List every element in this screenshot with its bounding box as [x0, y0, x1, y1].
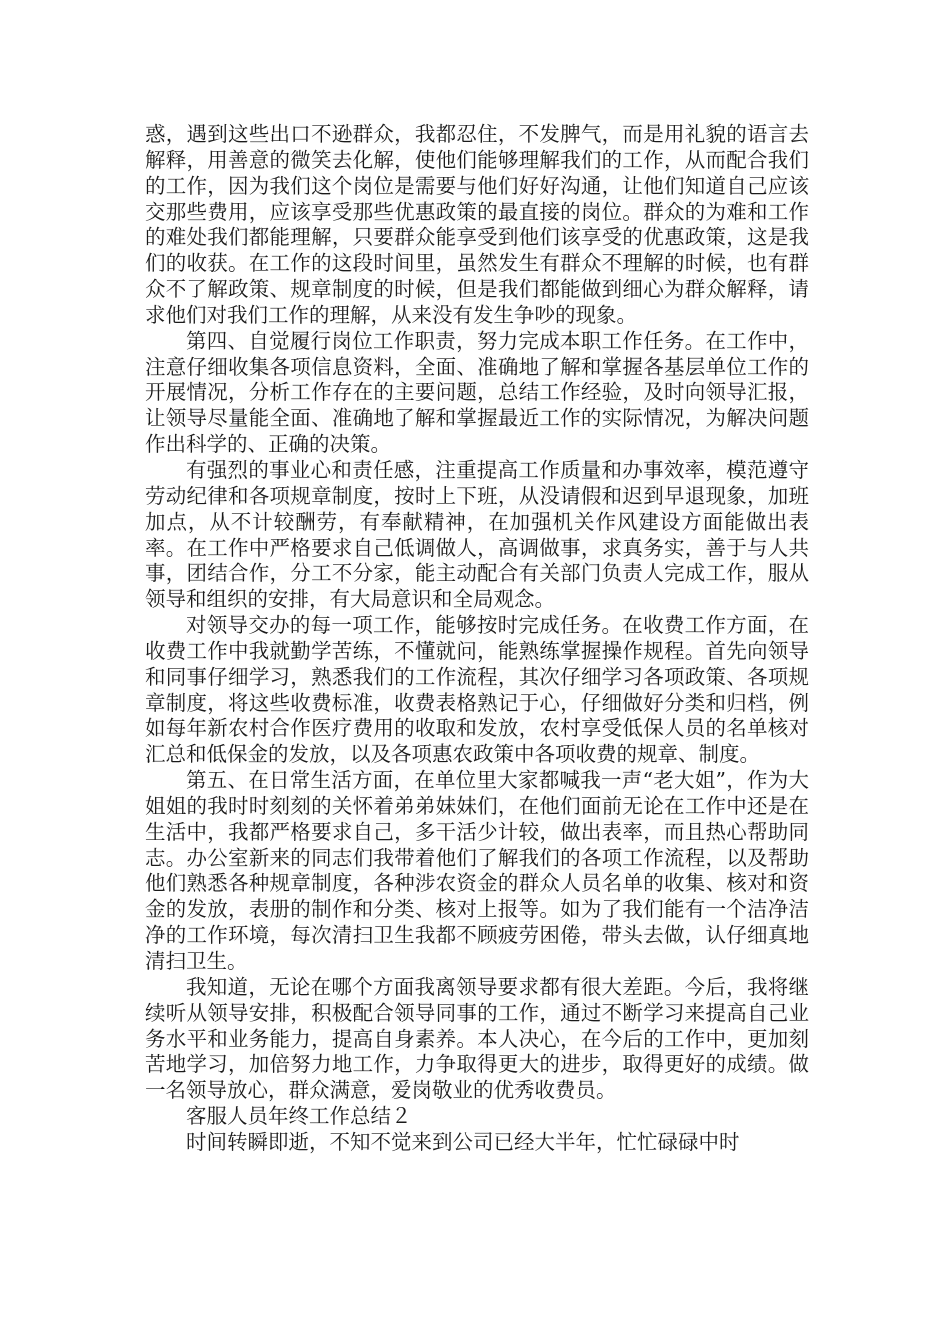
paragraph-6: 我知道，无论在哪个方面我离领导要求都有很大差距。今后，我将继续听从领导安排，积极配合领导同事的工作，通过不断学习来提高自己业务水平和业务能力，提高自身素养。本人决心，在今后的工作中，更加刻苦地学习，加倍努力地工作，力争取得更大的进步，取得更好的成绩。做一名领导放心，群众满意，爱岗敬业的优秀收费员。: [145, 974, 809, 1103]
paragraph-2: 第四、自觉履行岗位工作职责，努力完成本职工作任务。在工作中，注意仔细收集各项信息资料，全面、准确地了解和掌握各基层单位工作的开展情况，分析工作存在的主要问题，总结工作经验，及时向领导汇报，让领导尽量能全面、准确地了解和掌握最近工作的实际情况，为解决问题作出科学的、正确的决策。: [145, 328, 809, 457]
paragraph-3: 有强烈的事业心和责任感，注重提高工作质量和办事效率，模范遵守劳动纪律和各项规章制度，按时上下班，从没请假和迟到早退现象，加班加点，从不计较酬劳，有奉献精神，在加强机关作风建设方面能做出表率。在工作中严格要求自己低调做人，高调做事，求真务实，善于与人共事，团结合作，分工不分家，能主动配合有关部门负责人完成工作，服从领导和组织的安排，有大局意识和全局观念。: [145, 457, 809, 612]
paragraph-7: 时间转瞬即逝，不知不觉来到公司已经大半年，忙忙碌碌中时: [186, 1129, 740, 1154]
document-body: [145, 122, 809, 1156]
paragraph-5: 第五、在日常生活方面，在单位里大家都喊我一声“老大姐”，作为大姐姐的我时时刻刻的关怀着弟弟妹妹们，在他们面前无论在工作中还是在生活中，我都严格要求自己，多干活少计较，做出表率，而且热心帮助同志。办公室新来的同志们我带着他们了解我们的各项工作流程，以及帮助他们熟悉各种规章制度，各种涉农资金的群众人员名单的收集、核对和资金的发放，表册的制作和分类、核对上报等。如为了我们能有一个洁净洁净的工作环境，每次清扫卫生我都不顾疲劳困倦，带头去做，认仔细真地清扫卫生。: [145, 768, 809, 973]
section-title: 客服人员年终工作总结２: [186, 1104, 412, 1129]
paragraph-4: 对领导交办的每一项工作，能够按时完成任务。在收费工作方面，在收费工作中我就勤学苦练，不懂就问，能熟练掌握操作规程。首先向领导和同事仔细学习，熟悉我们的工作流程，其次仔细学习各项政策、各项规章制度，将这些收费标准，收费表格熟记于心，仔细做好分类和归档，例如每年新农村合作医疗费用的收取和发放，农村享受低保人员的名单核对汇总和低保金的发放，以及各项惠农政策中各项收费的规章、制度。: [145, 613, 809, 767]
paragraph-1: 惑，遇到这些出口不逊群众，我都忍住，不发脾气，而是用礼貌的语言去解释，用善意的微笑去化解，使他们能够理解我们的工作，从而配合我们的工作，因为我们这个岗位是需要与他们好好沟通，让他们知道自己应该交那些费用，应该享受那些优惠政策的最直接的岗位。群众的为难和工作的难处我们都能理解，只要群众能享受到他们该享受的优惠政策，这是我们的收获。在工作的这段时间里，虽然发生有群众不理解的时候，也有群众不了解政策、规章制度的时候，但是我们都能做到细心为群众解释，请求他们对我们工作的理解，从来没有发生争吵的现象。: [145, 122, 809, 327]
